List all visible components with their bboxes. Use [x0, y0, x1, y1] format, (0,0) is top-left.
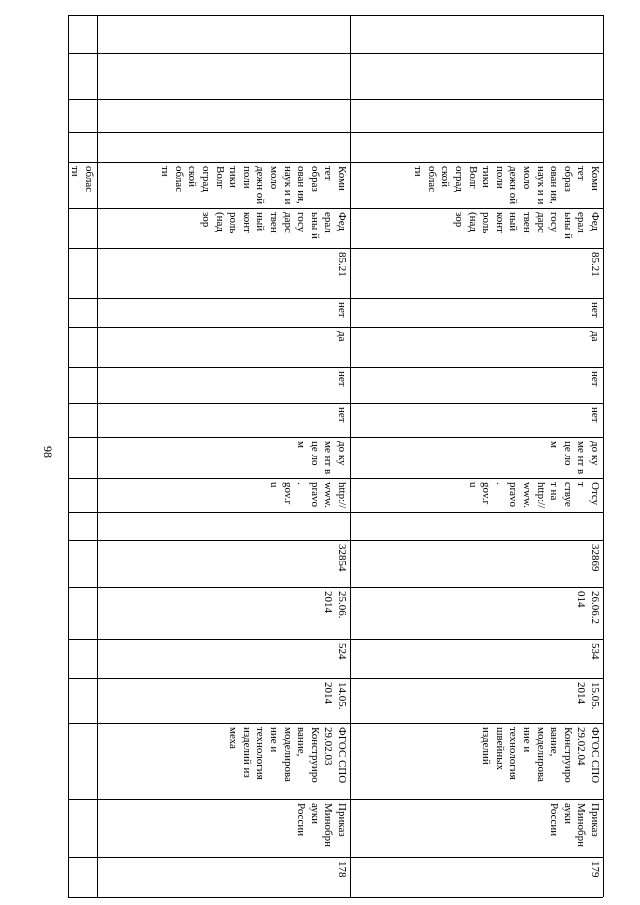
row-179-executor-text: Коми тет образ ован ия, наук и и моло дежн ой поли тики Волг оград ской облас ти	[412, 166, 601, 205]
row-178-code-text: 85.21	[336, 252, 348, 277]
row-179-pub-date-text: 26.06.2 014	[575, 591, 601, 624]
row-178-reg-no-text: 524	[336, 643, 348, 660]
row-179-code	[351, 249, 603, 298]
row-179-doc-name-text: ФГОС СПО 29.02.04 Конструиро вание, моделирова ние и технология швейных изделий	[480, 727, 601, 784]
row-179-flag2-text: нет	[589, 371, 601, 387]
row-178-pub-date	[98, 588, 350, 639]
page-number: 98	[41, 446, 55, 458]
row-178-pub-date-text: 25.06. 2014	[322, 591, 348, 619]
row-179-pub-no-text: 32869	[589, 544, 601, 572]
continued-text-text: облас ти	[69, 166, 95, 193]
row-178-flag4	[98, 299, 350, 327]
row-179-flag4-text: нет	[589, 302, 601, 318]
row-178-doc-name-text: ФГОС СПО 29.02.03 Конструиро вание, моделирова ние и технология изделий из меха	[227, 727, 348, 784]
row-178-source	[98, 479, 350, 512]
row-179-source	[351, 479, 603, 512]
row-179-source-text: Отсут ствуе т на http:// www. pravo. gov.ru	[466, 482, 601, 509]
row-178-executor	[98, 163, 350, 208]
row-178-flag4-text: нет	[336, 302, 348, 318]
row-179-pub-no	[351, 541, 603, 587]
row-178-doc-form	[98, 438, 350, 478]
row-178-flag3	[98, 328, 350, 367]
row-178-code	[98, 249, 350, 298]
row-179-doc-name	[351, 724, 603, 799]
table-rule	[68, 897, 603, 898]
row-179-code-text: 85.21	[589, 252, 601, 277]
table-rule	[68, 15, 603, 16]
row-179-flag1	[351, 404, 603, 437]
row-178-pub-no-text: 32854	[336, 544, 348, 572]
row-179-reg-date	[351, 679, 603, 723]
table-rule	[603, 15, 604, 897]
row-179-reg-no	[351, 640, 603, 678]
row-178-reg-date-text: 14.05. 2014	[322, 682, 348, 710]
row-179-pub-date	[351, 588, 603, 639]
row-179-executor	[351, 163, 603, 208]
row-179-flag1-text: нет	[589, 407, 601, 423]
row-179-authority	[351, 209, 603, 248]
table-rule	[68, 15, 69, 897]
row-179-flag3-text: да	[589, 331, 601, 342]
row-178-flag2-text: нет	[336, 371, 348, 387]
row-179-no	[351, 858, 603, 897]
row-179-reg-no-text: 534	[589, 643, 601, 660]
table-rule	[68, 512, 603, 513]
row-178-pub-no	[98, 541, 350, 587]
table-rule	[68, 132, 603, 133]
row-178-no-text: 178	[336, 861, 348, 878]
row-178-flag2	[98, 368, 350, 403]
row-178-flag3-text: да	[336, 331, 348, 342]
continued-text	[69, 163, 97, 208]
row-179-authority-text: Фед ерал ьны й госу дарс твен ный конт роль (над зор	[453, 212, 601, 239]
row-178-doc-type-text: Приказ Минобрн ауки России	[295, 803, 348, 848]
row-178-authority	[98, 209, 350, 248]
row-178-no	[98, 858, 350, 897]
row-179-flag3	[351, 328, 603, 367]
row-179-doc-form	[351, 438, 603, 478]
row-178-doc-name	[98, 724, 350, 799]
row-178-source-text: http:// www. pravo. gov.ru	[268, 482, 348, 509]
row-178-doc-form-text: до ку ме нт в це ло м	[295, 441, 348, 475]
row-178-reg-no	[98, 640, 350, 678]
row-179-doc-type	[351, 800, 603, 857]
row-179-reg-date-text: 15.05. 2014	[575, 682, 601, 710]
table-rule	[68, 53, 603, 54]
row-178-doc-type	[98, 800, 350, 857]
row-179-flag4	[351, 299, 603, 327]
row-178-flag1	[98, 404, 350, 437]
row-179-doc-type-text: Приказ Минобрн ауки России	[548, 803, 601, 848]
row-179-no-text: 179	[589, 861, 601, 878]
row-178-reg-date	[98, 679, 350, 723]
row-178-authority-text: Фед ерал ьны й госу дарс твен ный конт роль (над зор	[200, 212, 348, 239]
row-179-doc-form-text: до ку ме нт в це ло м	[548, 441, 601, 475]
row-178-flag1-text: нет	[336, 407, 348, 423]
row-178-executor-text: Коми тет образ ован ия, наук и и моло дежн ой поли тики Волг оград ской облас ти	[159, 166, 348, 205]
row-179-flag2	[351, 368, 603, 403]
table-rule	[68, 99, 603, 100]
